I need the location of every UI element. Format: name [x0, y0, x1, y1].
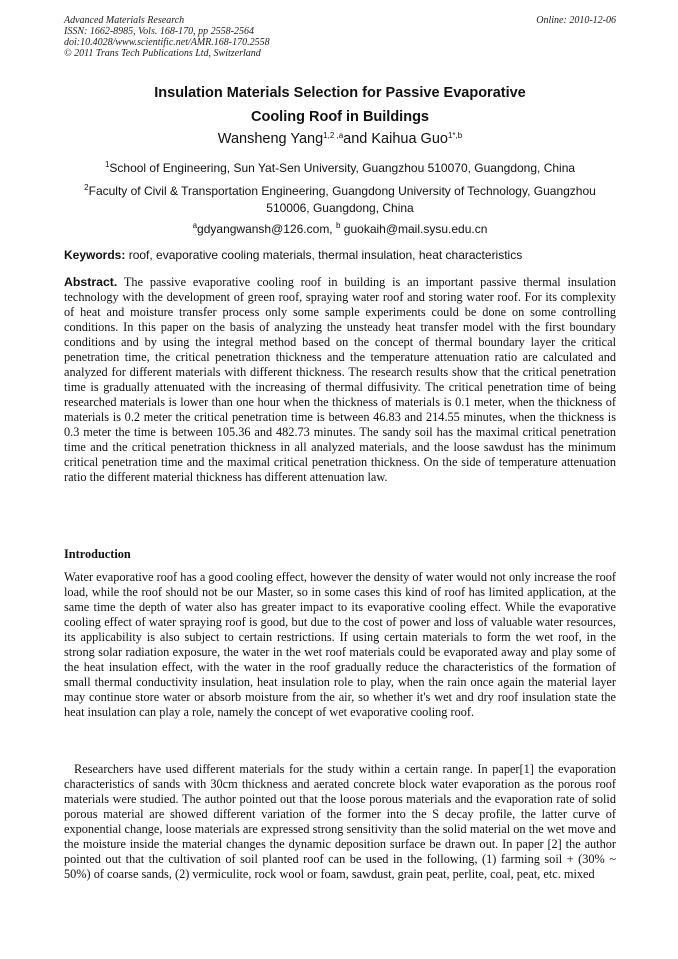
affiliation-1: [64, 160, 616, 177]
keywords: [64, 247, 616, 264]
author-line: [64, 129, 616, 149]
title-line-1: Insulation Materials Selection for Passive Evaporative: [154, 85, 526, 101]
copyright-line: © 2011 Trans Tech Publications Ltd, Switzerland: [64, 48, 261, 59]
affiliation-1-marker: 1: [104, 160, 110, 169]
paper-title: [64, 81, 616, 129]
introduction-paragraph-2: Researchers have used different materials for the study within a certain range. In paper[1] the evaporation characteristics of sands with 30cm thickness and aerated concrete block water evaporation as the porous roof materials were studied. The author pointed out that the loose porous materials and the evaporation rate of solid porous material are showed different variation of the former into the S decay profile, the latter curve of exponential change, loose materials are expressed strong sensitivity than the solid material on the wet move and the moisture inside the material changes the dynamic deposition surface be drawn out. In paper [2] the author pointed out that the cultivation of soil planted roof can be used in the following, (1) farming soil + (30% ~ 50%) of coarse sands, (2) vermiculite, rock wool or foam, sawdust, grain peat, perlite, coal, peat, etc. mixed: [64, 762, 616, 881]
author-1: Wansheng Yang: [217, 131, 324, 147]
email-b-marker: b: [336, 221, 341, 230]
affiliation-1-text: School of Engineering, Sun Yat-Sen University, Guangzhou 510070, Guangdong, China: [109, 161, 576, 175]
abstract: [64, 275, 616, 485]
journal-name: Advanced Materials Research: [64, 15, 185, 26]
email-a-marker: a: [192, 221, 198, 230]
email-b: guokaih@mail.sysu.edu.cn: [343, 222, 488, 236]
author-2: and Kaihua Guo: [343, 131, 448, 147]
affiliation-2-marker: 2: [84, 183, 89, 192]
doi-line: doi:10.4028/www.scientific.net/AMR.168-170.2558: [64, 37, 270, 48]
author-1-superscript: 1,2 ,a: [323, 131, 344, 140]
affiliation-2-line-1: Faculty of Civil & Transportation Engineering, Guangdong University of Technology, Guangzhou: [88, 184, 596, 198]
introduction-heading: Introduction: [64, 547, 131, 561]
issn-line: ISSN: 1662-8985, Vols. 168-170, pp 2558-2564: [64, 26, 254, 37]
online-date: Online: 2010-12-06: [536, 15, 616, 26]
journal-header: [64, 15, 616, 59]
author-emails: [64, 221, 616, 238]
keywords-label: Keywords:: [64, 248, 126, 262]
email-a: gdyangwansh@126.com,: [197, 222, 333, 236]
abstract-text: The passive evaporative cooling roof in building is an important passive thermal insulation technology with the development of green roof, spraying water roof and storing water roof. For its complexity of heat and moisture transfer process only some sample experiments could be done on some controlling conditions. In this paper on the basis of analyzing the unsteady heat transfer model with the first boundary conditions and by using the integral method based on the concept of thermal boundary layer the critical penetration time, the critical penetration thickness and the temperature attenuation ratio are calculated and analyzed for different materials with different thickness. The research results show that the critical penetration time is gradually attenuated with the increasing of thermal diffusivity. The critical penetration time of being researched materials is lower than one hour when the thickness of materials is 0.1 meter, when the thickness of materials is 0.2 meter the critical penetration time is between 46.83 and 214.55 minutes, when the thickness is 0.3 meter the time is between 105.36 and 482.73 minutes. The sandy soil has the maximal critical penetration time and the critical penetration thickness in all analyzed materials, and the loose sawdust has the minimum critical penetration time and the maximal critical penetration thickness. On the side of temperature attenuation ratio the different material thickness has different attenuation law.: [64, 275, 617, 484]
keywords-text: roof, evaporative cooling materials, thermal insulation, heat characteristics: [128, 248, 523, 262]
abstract-label: Abstract.: [64, 275, 118, 289]
affiliation-2: [64, 183, 616, 217]
title-line-2: Cooling Roof in Buildings: [251, 109, 429, 125]
author-2-superscript: 1*,b: [447, 131, 463, 140]
introduction-paragraph-1: Water evaporative roof has a good cooling effect, however the density of water would not only increase the roof load, while the roof should not be our Master, so in some cases this kind of roof has limited application, at the same time the depth of water also has greater impact to its evaporative cooling effect. While the evaporative cooling effect of water spraying roof is good, but due to the cost of power and loss of valuable water resources, its applicability is also subject to certain restrictions. If using certain materials to form the wet roof, in the strong solar radiation exposure, the water in the wet roof materials could be evaporated away and play some of the heat insulation effect, with the water in the roof gradually reduce the characteristics of the formation of small thermal conductivity insulation, heat insulation role to play, when the rain once again the material layer may continue store water or absorb moisture from the air, so whether it's wet and dry roof insulation state the heat insulation can play a role, namely the concept of wet evaporative cooling roof.: [64, 570, 616, 719]
affiliation-2-line-2: 510006, Guangdong, China: [266, 201, 414, 215]
